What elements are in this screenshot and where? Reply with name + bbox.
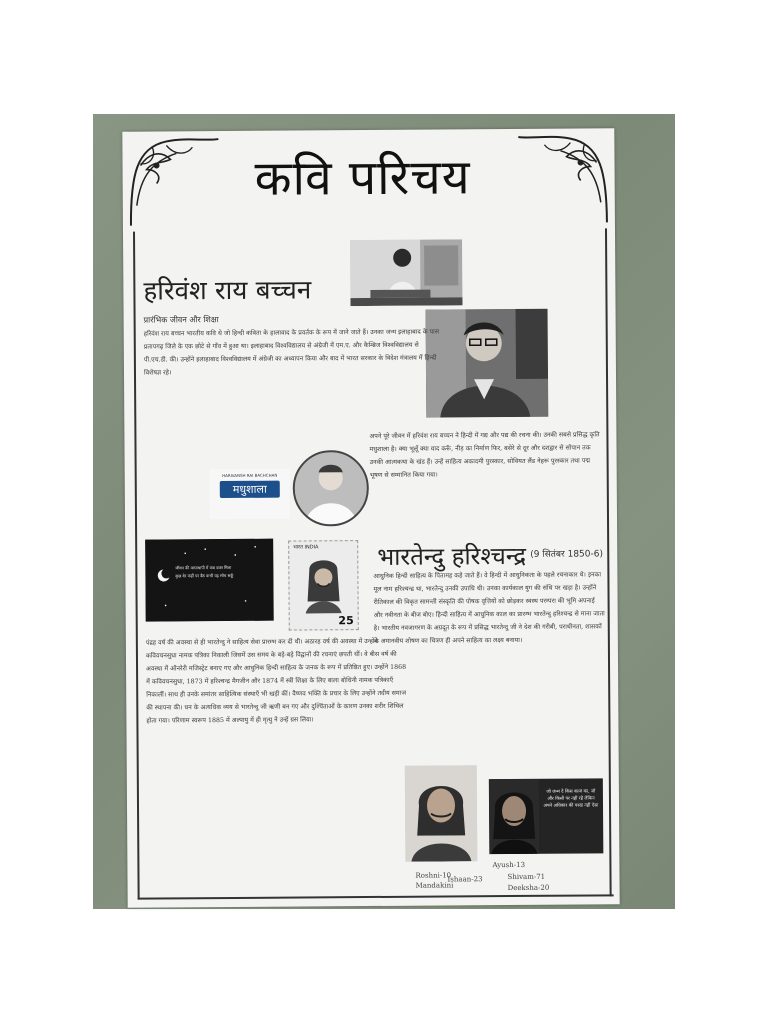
bharatendu-quote-card [489, 778, 604, 854]
bharatendu-portrait-photo [405, 765, 478, 862]
signature-3: Ishaan-23 [447, 875, 483, 884]
madhushala-book-banner [210, 469, 290, 520]
signature-6: Deeksha-20 [507, 883, 550, 893]
signature-4: Shivam-71 [507, 872, 546, 882]
quote-card-line-2: कुछ देर कहीं पर बैठ कभी यह सोच सकूँ [175, 572, 234, 579]
book-brand-text: HARIVANSH RAI BACHCHAN [222, 472, 278, 479]
poster-chart [122, 128, 619, 907]
bachchan-circle-portrait [293, 450, 370, 527]
bachchan-subheading: प्रारंभिक जीवन और शिक्षा [143, 315, 219, 325]
stamp-country: भारत INDIA [293, 544, 319, 551]
stamp-value: 25 [338, 614, 354, 628]
book-title-badge: मधुशाला [220, 481, 280, 498]
border-right [605, 228, 612, 896]
bharatendu-stamp [288, 540, 359, 630]
bachchan-heading: हरिवंश राय बच्चन [143, 275, 312, 307]
quote-card-2-text: जो जन्म दे किस काज का, जो और किसी पर नहीं रहे लेकिन अपने अधिकार की परख नहीं ऐसा [543, 789, 599, 809]
signature-2: Ayush-13 [492, 860, 526, 870]
signature-1: Roshni-10 [415, 871, 452, 880]
quote-card-line-1: जीवन की आपाधापी में कब वक्त मिला [175, 564, 232, 571]
poster-title: कवि परिचय [254, 149, 471, 207]
bharatendu-paragraph-2: पंद्रह वर्ष की अवस्था से ही भारतेन्दु ने साहित्य सेवा प्रारम्भ कर दी थी। अठारह वर्ष की अवस्था में उन्होंने कविवचनसुधा नामक पत्रिका निकाली जिसमें उस समय के बड़े-बड़े विद्वानों की रचनाएं छपती थीं। वे बीस वर्ष की अवस्था में ऑनरेरी मजिस्ट्रेट बनाए गए और आधुनिक हिन्दी साहित्य के जनक के रूप में प्रतिष्ठित हुए। उन्होंने 1868 में कविवचनसुधा, 1873 में हरिश्चन्द्र मैगजीन और 1874 में स्त्री शिक्षा के लिए बाला बोधिनी नामक पत्रिकाएँ निकालीं। साथ ही उनके समांतर साहित्यिक संस्थाएँ भी खड़ी कीं। वैष्णव भक्ति के प्रचार के लिए उन्होंने तदीय समाज की स्थापना की। धन के अत्यधिक व्यय से भारतेन्दु जी ऋणी बन गए और दुश्चिंताओं के कारण उनका शरीर शिथिल होता गया। परिणाम स्वरूप 1885 में अल्पायु में ही मृत्यु ने उन्हें ग्रस लिया। [145, 637, 407, 725]
bharatendu-paragraph-1: आधुनिक हिन्दी साहित्य के पितामह कहे जाते हैं। वे हिन्दी में आधुनिकता के पहले रचनाकार थे। इनका मूल नाम हरिश्चन्द्र था, भारतेन्दु उनकी उपाधि थी। उनका कार्यकाल युग की संधि पर खड़ा है। उन्होंने रीतिकाल की विकृत सामन्ती संस्कृति की पोषक वृत्तियों को छोड़कर स्वस्थ परम्परा की भूमि अपनाई और नवीनता के बीज बोए। हिन्दी साहित्य में आधुनिक काल का प्रारम्भ भारतेन्दु हरिश्चन्द्र से माना जाता है। भारतीय नवजागरण के अग्रदूत के रूप में प्रसिद्ध भारतेन्दु जी ने देश की गरीबी, पराधीनता, शासकों के अमानवीय शोषण का चित्रण ही अपने साहित्य का लक्ष्य बनाया। [373, 571, 605, 645]
bharatendu-heading: भारतेन्दु हरिश्चन्द्र [377, 541, 527, 571]
bachchan-paragraph-1: हरिवंश राय बच्चन भारतीय कवि थे जो हिन्दी कविता के हालावाद के प्रवर्तक के रूप में जाने जाते हैं। उनका जन्म इलाहाबाद के पास प्रतापगढ़ जिले के एक छोटे से गाँव में हुआ था। इलाहाबाद विश्वविद्यालय से अंग्रेजी में एम.ए. और कैम्ब्रिज विश्वविद्यालय से पी.एच.डी. की। उन्होंने इलाहाबाद विश्वविद्यालय में अंग्रेजी का अध्यापन किया और बाद में भारत सरकार के विदेश मंत्रालय में हिन्दी विशेषज्ञ रहे। [143, 328, 440, 377]
border-left [133, 232, 140, 900]
night-sky-quote-card [145, 539, 274, 622]
bachchan-paragraph-2: अपने पूरे जीवन में हरिवंश राय बच्चन ने हिन्दी में गद्य और पद्य की रचना की। उनकी सबसे प्रसिद्ध कृति मधुशाला है। क्या भूलूँ क्या याद करूँ, नीड़ का निर्माण फिर, बसेरे से दूर और दशद्वार से सोपान तक उनकी आत्मकथा के खंड हैं। उन्हें साहित्य अकादमी पुरस्कार, सोवियत लैंड नेहरू पुरस्कार तथा पद्म भूषण से सम्मानित किया गया। [369, 431, 600, 480]
signature-5: Mandakini [415, 881, 454, 890]
decorative-corner-right [515, 132, 611, 228]
bachchan-desk-photo [350, 239, 462, 306]
bharatendu-dates: (9 सितंबर 1850-6) [530, 549, 604, 560]
